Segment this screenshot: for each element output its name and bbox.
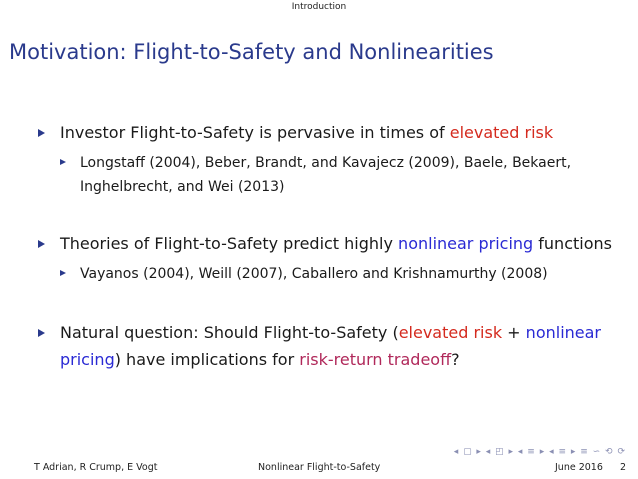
- bullet-2-text: Theories of Flight-to-Safety predict highly: [60, 234, 399, 253]
- bullet-triangle-icon: [38, 129, 45, 137]
- sub-bullet-2-1: Vayanos (2004), Weill (2007), Caballero and Krishnamurthy (2008): [80, 266, 548, 282]
- bullet-3-highlight-risk: elevated risk: [398, 323, 503, 342]
- slide-title: Motivation: Flight-to-Safety and Nonlinearities: [9, 40, 494, 64]
- footer-authors: T Adrian, R Crump, E Vogt: [34, 462, 158, 473]
- footer-page-number: 2: [620, 462, 627, 473]
- bullet-3-text-end: ?: [451, 350, 460, 369]
- bullet-item-3-line1: [60, 321, 601, 345]
- bullet-3-highlight-nonlinear: nonlinear: [525, 323, 601, 342]
- bullet-3-highlight-pricing: pricing: [60, 350, 115, 369]
- bullet-item-3-line2: [60, 348, 460, 372]
- footer-date: June 2016: [555, 462, 603, 473]
- bullet-3-plus: +: [502, 323, 526, 342]
- bullet-item-1: [60, 121, 553, 145]
- bullet-item-2: [60, 232, 612, 256]
- footer-short-title: Nonlinear Flight-to-Safety: [258, 462, 381, 473]
- beamer-navigation-icons[interactable]: ◂ ▢ ▸ ◂ ◰ ▸ ◂ ≡ ▸ ◂ ≡ ▸ ≡ ∽ ⟲ ⟳: [453, 447, 626, 457]
- bullet-1-text: Investor Flight-to-Safety is pervasive in times of: [60, 123, 450, 142]
- bullet-3-highlight-tradeoff: risk-return tradeoff: [299, 350, 452, 369]
- sub-bullet-triangle-icon: [60, 270, 66, 276]
- sub-bullet-triangle-icon: [60, 159, 66, 165]
- sub-bullet-1-1-line1: Longstaff (2004), Beber, Brandt, and Kavajecz (2009), Baele, Bekaert,: [80, 155, 572, 171]
- sub-bullet-1-1-line2: Inghelbrecht, and Wei (2013): [80, 179, 285, 195]
- bullet-3-text-mid: ) have implications for: [114, 350, 300, 369]
- bullet-3-text: Natural question: Should Flight-to-Safety (: [60, 323, 399, 342]
- bullet-2-highlight: nonlinear pricing: [398, 234, 534, 253]
- bullet-triangle-icon: [38, 329, 45, 337]
- bullet-triangle-icon: [38, 240, 45, 248]
- bullet-1-highlight: elevated risk: [449, 123, 554, 142]
- bullet-2-text-end: functions: [533, 234, 612, 253]
- section-header: Introduction: [291, 2, 347, 12]
